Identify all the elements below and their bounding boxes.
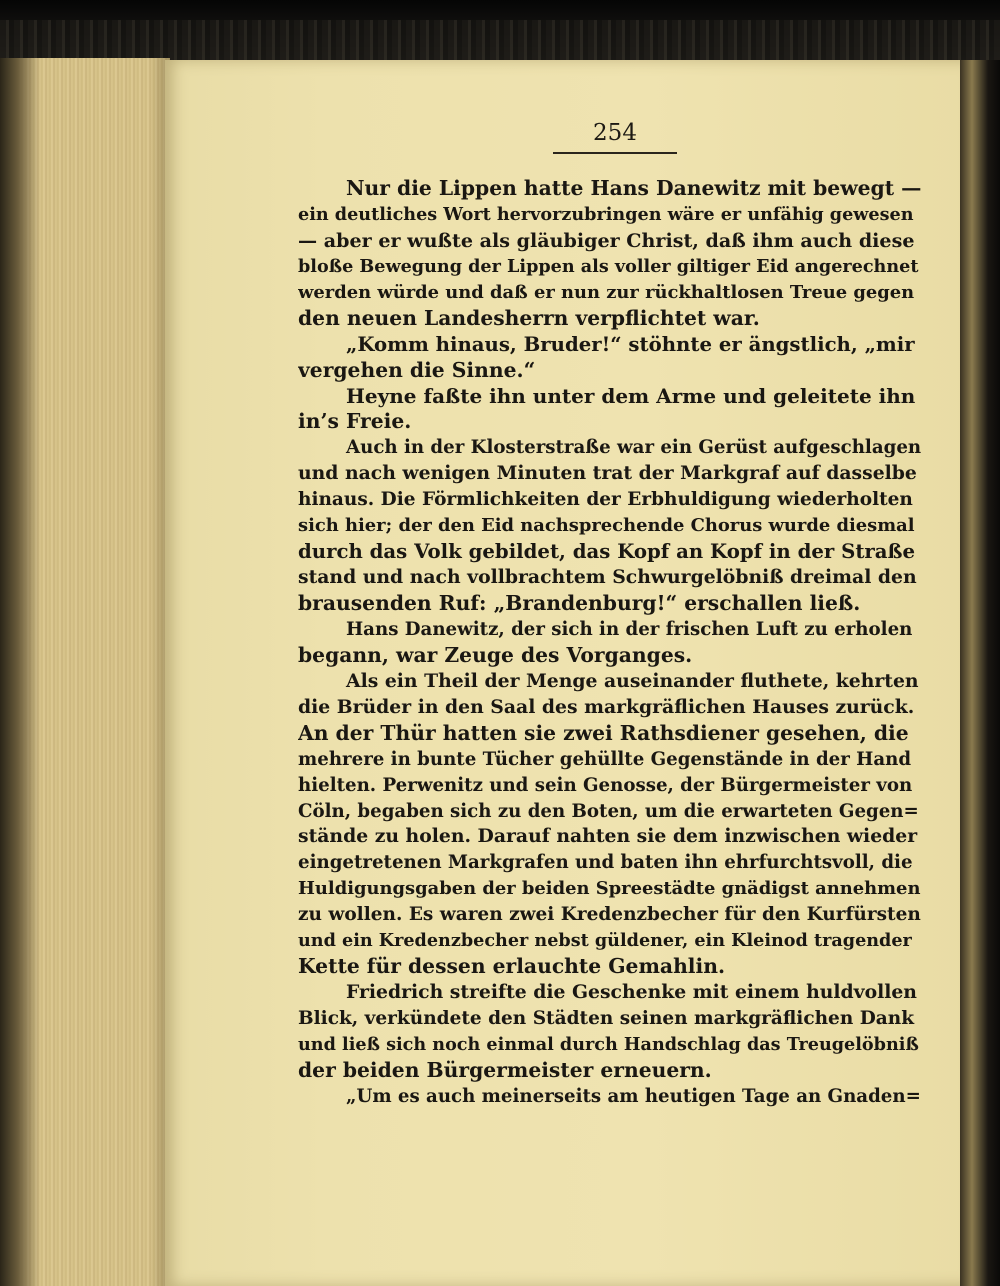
text-line: ein deutliches Wort hervorzubringen wäre er unfähig gewesen <box>298 203 914 225</box>
text-line: Friedrich streifte die Geschenke mit einem huldvollen <box>346 981 917 1004</box>
text-line: brausenden Ruf: „Brandenburg!“ erschallen ließ. <box>298 591 861 615</box>
text-line: und nach wenigen Minuten trat der Markgraf auf dasselbe <box>298 462 917 485</box>
text-line: Kette für dessen erlauchte Gemahlin. <box>298 954 726 979</box>
text-line: mehrere in bunte Tücher gehüllte Gegenstände in der Hand <box>298 748 912 770</box>
text-line: stand und nach vollbrachtem Schwurgelöbniß dreimal den <box>298 566 917 589</box>
text-line: Als ein Theil der Menge auseinander fluthete, kehrten <box>346 669 919 692</box>
text-line: An der Thür hatten sie zwei Rathsdiener gesehen, die <box>298 720 909 745</box>
text-line: sich hier; der den Eid nachsprechende Chorus wurde diesmal <box>298 515 915 537</box>
text-line: Cöln, begaben sich zu den Boten, um die erwarteten Gegen= <box>298 800 919 822</box>
text-line: hielten. Perwenitz und sein Genosse, der Bürgermeister von <box>298 774 913 796</box>
book-right-edge <box>960 60 1000 1286</box>
text-line: begann, war Zeuge des Vorganges. <box>298 642 693 667</box>
text-line: hinaus. Die Förmlichkeiten der Erbhuldigung wiederholten <box>298 489 913 511</box>
text-line: durch das Volk gebildet, das Kopf an Kopf in der Straße <box>298 540 916 564</box>
text-line: in’s Freie. <box>298 409 412 434</box>
text-line: den neuen Landesherrn verpflichtet war. <box>298 305 760 330</box>
text-line: stände zu holen. Darauf nahten sie dem inzwischen wieder <box>298 825 918 848</box>
book-head-edge <box>0 20 1000 60</box>
text-line: werden würde und daß er nun zur rückhaltlosen Treue gegen <box>298 281 915 303</box>
text-line: bloße Bewegung der Lippen als voller giltiger Eid angerechnet <box>298 255 919 277</box>
text-line: Auch in der Klosterstraße war ein Gerüst aufgeschlagen <box>346 437 921 459</box>
body-text <box>298 176 921 1110</box>
page-block-edge <box>0 58 170 1286</box>
text-line: „Um es auch meinerseits am heutigen Tage an Gnaden= <box>346 1085 921 1107</box>
text-line: Blick, verkündete den Städten seinen markgräflichen Dank <box>298 1008 915 1029</box>
text-line: die Brüder in den Saal des markgräflichen Hauses zurück. <box>298 695 915 718</box>
text-line: zu wollen. Es waren zwei Kredenzbecher für den Kurfürsten <box>298 904 921 926</box>
text-line: Hans Danewitz, der sich in der frischen Luft zu erholen <box>346 618 913 640</box>
text-line: eingetretenen Markgrafen und baten ihn ehrfurchtsvoll, die <box>298 852 913 874</box>
page-number-rule <box>553 152 677 154</box>
page-number: 254 <box>593 120 637 146</box>
text-line: — aber er wußte als gläubiger Christ, daß ihm auch diese <box>298 228 915 252</box>
text-line: der beiden Bürgermeister erneuern. <box>298 1057 712 1082</box>
text-line: und ließ sich noch einmal durch Handschlag das Treugelöbniß <box>298 1033 919 1055</box>
text-line: Heyne faßte ihn unter dem Arme und geleitete ihn <box>346 383 916 408</box>
text-line: „Komm hinaus, Bruder!“ stöhnte er ängstlich, „mir <box>346 332 915 356</box>
text-line: und ein Kredenzbecher nebst güldener, ein Kleinod tragender <box>298 930 912 952</box>
text-line: Huldigungsgaben der beiden Spreestädte gnädigst annehmen <box>298 878 921 900</box>
text-line: Nur die Lippen hatte Hans Danewitz mit bewegt — <box>346 176 921 200</box>
text-line: vergehen die Sinne.“ <box>298 357 536 382</box>
